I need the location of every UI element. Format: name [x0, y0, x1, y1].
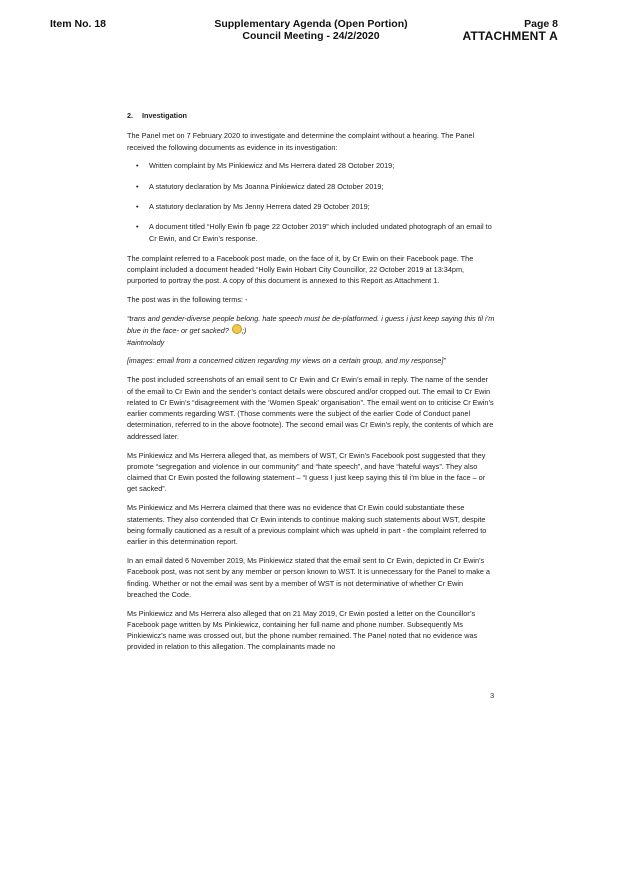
section-number: 2.	[127, 111, 134, 120]
meeting-date: Council Meeting - 24/2/2020	[242, 30, 380, 42]
list-item: • A document titled “Holly Ewin fb page 22 October 2019” which included undated photograph of an email to Cr Ewin, and Cr Ewin’s response.	[136, 222, 492, 243]
section-heading	[127, 110, 495, 121]
paragraph-panel-met: The Panel met on 7 February 2020 to investigate and determine the complaint without a hearing. The Panel received the following documents as evidence in its investigation:	[127, 131, 475, 152]
paragraph-allegation: Ms Pinkiewicz and Ms Herrera alleged that, as members of WST, Cr Ewin’s Facebook post suggested that they promote “segregation and violence in our community” and “hate speech”, and have “hateful ways”. They also claimed that Cr Ewin posted the following statement – “I guess I just keep saying this til i’m blue in the face – or get sacked”.	[127, 450, 486, 494]
smiley-emoji-icon	[232, 324, 242, 334]
paragraph-email-6-nov: In an email dated 6 November 2019, Ms Pinkiewicz stated that the email sent to Cr Ewin, depicted in Cr Ewin’s Facebook post, was not sent by any member or person known to WST. It is unnecessary for the Panel to make a finding. Whether or not the email was sent by a member of WST is not determinative of whether Cr Ewin breached the Code.	[127, 555, 490, 599]
paragraph-post-terms: The post was in the following terms: -	[127, 295, 248, 305]
list-item: • Written complaint by Ms Pinkiewicz and Ms Herrera dated 28 October 2019;	[136, 161, 395, 171]
images-note: [images: email from a concerned citizen regarding my views on a certain group, and my response]”	[127, 356, 446, 366]
item-number: Item No. 18	[50, 18, 107, 30]
wink-text: ;)	[241, 326, 247, 336]
hashtag: #aintnolady	[127, 337, 165, 347]
bullet-icon: •	[136, 222, 139, 232]
quote-text: “trans and gender-diverse people belong. hate speech must be de-platformed. i guess i just keep saying this til i’m blue in the face- or get sacked?	[127, 314, 495, 336]
page-number: 3	[490, 691, 495, 700]
bullet-icon: •	[136, 181, 139, 191]
section-title: Investigation	[142, 111, 188, 120]
paragraph-complaint: The complaint referred to a Facebook post made, on the face of it, by Cr Ewin on their Facebook page. The complaint included a document headed “Holly Ewin Hobart City Councillor, 22 October 2019 at 13:34pm, purported to portray the post. A copy of this document is annexed to this Report as Attachment 1.	[127, 253, 474, 286]
attachment-label: ATTACHMENT A	[462, 29, 558, 43]
list-item: • A statutory declaration by Ms Jenny Herrera dated 29 October 2019;	[136, 201, 370, 211]
paragraph-screenshots: The post included screenshots of an email sent to Cr Ewin and Cr Ewin’s email in reply. The name of the sender of the email to Cr Ewin and the sender’s contact details were obscured and/or cropped out. The email to Cr Ewin related to Cr Ewin’s “disagreement with the ‘Women Speak’ organisation”. The email went on to criticise Cr Ewin’s earlier comments regarding WST. (Those comments were the subject of the earlier Code of Conduct panel determination, referred to in the above footnote). The second email was Cr Ewin’s reply, the contents of which are addressed later.	[127, 375, 494, 441]
evidence-list	[127, 160, 495, 243]
list-item: • A statutory declaration by Ms Joanna Pinkiewicz dated 28 October 2019;	[136, 181, 384, 191]
paragraph-no-evidence: Ms Pinkiewicz and Ms Herrera claimed that there was no evidence that Cr Ewin could substantiate these statements. They also contended that Cr Ewin intends to continue making such statements about WST, despite being formally cautioned as a result of a previous complaint which was upheld in part - the complaint referred to earlier in this determination report.	[127, 503, 487, 547]
paragraph-21-may: Ms Pinkiewicz and Ms Herrera also alleged that on 21 May 2019, Cr Ewin posted a letter on the Councillor’s Facebook page written by Ms Pinkiewicz, containing her full name and phone number. Subsequently Ms Pinkiewicz’s name was crossed out, but the phone number remained. The Panel noted that no evidence was provided in relation to this allegation. The complainants made no	[127, 608, 478, 652]
document-body	[127, 110, 495, 660]
facebook-post-quote	[127, 313, 495, 348]
page-label: Page 8	[524, 18, 558, 30]
agenda-title: Supplementary Agenda (Open Portion)	[214, 18, 408, 30]
bullet-icon: •	[136, 161, 139, 171]
page-header	[463, 18, 559, 42]
bullet-icon: •	[136, 201, 139, 211]
